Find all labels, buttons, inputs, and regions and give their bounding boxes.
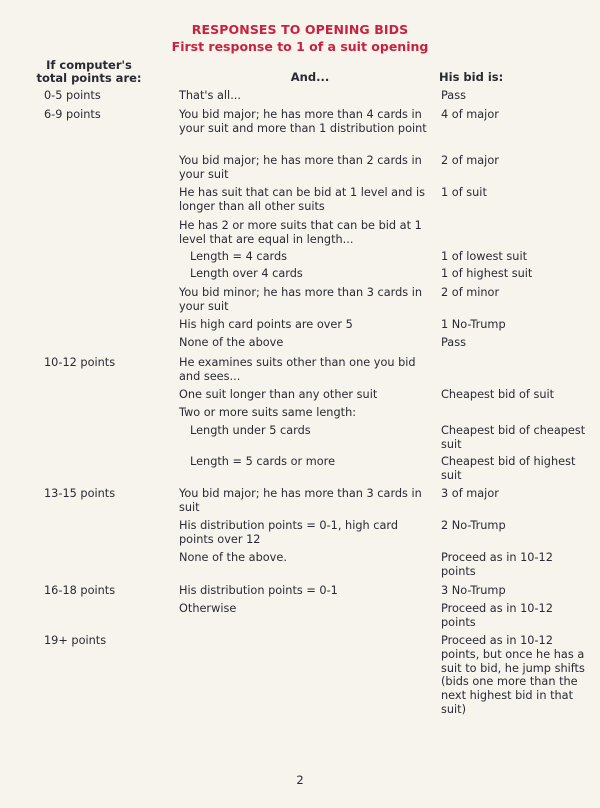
page-number: 2 [296, 773, 304, 787]
row-bid: 2 No-Trump [441, 519, 506, 532]
row-points: 0-5 points [44, 89, 101, 102]
row-condition: Length = 4 cards [190, 250, 288, 263]
row-bid: 4 of major [441, 108, 499, 121]
row-condition: Length under 5 cards [190, 424, 311, 437]
row-bid: Proceed as in 10-12 points [441, 602, 553, 629]
column-header-condition: And... [290, 70, 330, 84]
row-bid: 1 of lowest suit [441, 250, 528, 263]
row-bid: 2 of major [441, 154, 499, 167]
row-condition: Otherwise [179, 602, 237, 615]
row-condition: You bid major; he has more than 2 cards in your suit [179, 154, 422, 181]
row-bid: 1 of highest suit [441, 267, 533, 280]
row-condition: Two or more suits same length: [179, 406, 357, 419]
row-points: 19+ points [44, 634, 107, 647]
row-condition: You bid major; he has more than 4 cards in your suit and more than 1 distribution point [179, 108, 427, 135]
row-bid: Pass [441, 89, 466, 102]
column-header-bid: His bid is: [439, 70, 504, 84]
row-condition: Length over 4 cards [190, 267, 303, 280]
row-condition: His distribution points = 0-1 [179, 584, 338, 597]
page-title: RESPONSES TO OPENING BIDS [191, 22, 409, 37]
row-condition: He has 2 or more suits that can be bid at 1 level that are equal in length... [179, 219, 422, 246]
row-bid: Proceed as in 10-12 points, but once he has a suit to bid, he jump shifts (bids one more than the next highest bid in that suit) [441, 634, 585, 716]
row-condition: Length = 5 cards or more [190, 455, 336, 468]
row-points: 6-9 points [44, 108, 101, 121]
row-condition: That's all... [179, 89, 241, 102]
page-subtitle: First response to 1 of a suit opening [171, 39, 429, 54]
row-points: 13-15 points [44, 487, 116, 500]
row-condition: He has suit that can be bid at 1 level and is longer than all other suits [179, 186, 426, 213]
row-bid: Cheapest bid of highest suit [441, 455, 576, 482]
row-bid: Proceed as in 10-12 points [441, 551, 553, 578]
row-condition: One suit longer than any other suit [179, 388, 378, 401]
row-condition: You bid minor; he has more than 3 cards in your suit [179, 286, 423, 313]
row-bid: Pass [441, 336, 466, 349]
row-condition: His high card points are over 5 [179, 318, 353, 331]
row-condition: You bid major; he has more than 3 cards in suit [179, 487, 422, 514]
row-bid: 2 of minor [441, 286, 500, 299]
row-bid: 1 of suit [441, 186, 487, 199]
row-condition: None of the above [179, 336, 284, 349]
row-points: 10-12 points [44, 356, 116, 369]
row-bid: Cheapest bid of cheapest suit [441, 424, 586, 451]
row-bid: Cheapest bid of suit [441, 388, 555, 401]
row-points: 16-18 points [44, 584, 116, 597]
row-bid: 3 No-Trump [441, 584, 506, 597]
row-condition: His distribution points = 0-1, high card points over 12 [179, 519, 399, 546]
row-bid: 3 of major [441, 487, 499, 500]
column-header-points: If computer's total points are: [36, 58, 142, 85]
row-condition: He examines suits other than one you bid and sees... [179, 356, 416, 383]
row-bid: 1 No-Trump [441, 318, 506, 331]
row-condition: None of the above. [179, 551, 287, 564]
